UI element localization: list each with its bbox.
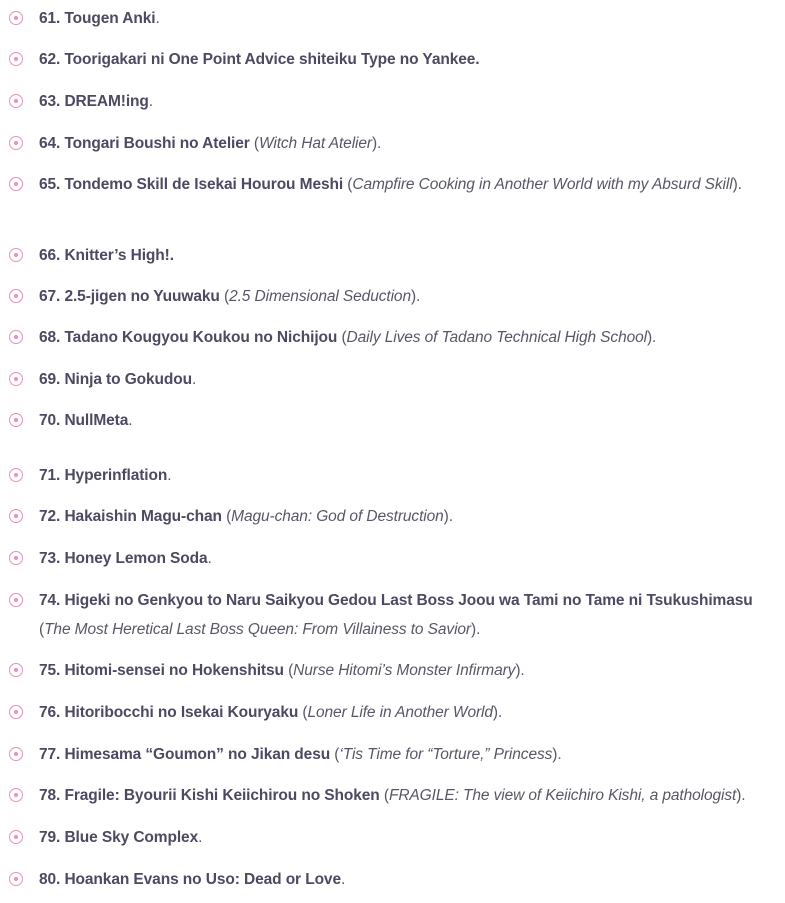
close-paren: ) [471,621,477,638]
circle-dot-icon [9,468,23,482]
open-paren: ( [337,329,347,346]
list-item [39,45,763,74]
item-title: 67. 2.5-jigen no Yuuwaku [39,288,220,305]
close-paren: ) [443,508,449,525]
item-english-title: Magu-chan: God of Destruction [231,508,444,525]
item-title: 63. DREAM!ing [39,93,149,110]
circle-dot-icon [9,136,23,150]
circle-dot-icon [9,330,23,344]
close-paren: ) [646,329,653,346]
item-end-punctuation: . [520,662,525,679]
item-end-punctuation: . [741,787,746,804]
item-title: 74. Higeki no Genkyou to Naru Saikyou Gedou Last Boss Joou wa Tami no Tame ni Tsukushimasu [39,592,753,609]
item-end-punctuation: . [192,371,197,388]
item-english-title: Daily Lives of Tadano Technical High School [346,329,647,346]
item-end-punctuation: . [737,176,742,193]
item-end-punctuation: . [167,467,172,484]
list-item [39,502,763,531]
open-paren: ( [219,288,230,305]
item-title: 71. Hyperinflation [39,467,168,484]
circle-dot-icon [9,509,23,523]
item-end-punctuation: . [448,508,453,525]
circle-dot-icon [9,551,23,565]
list-item [39,781,763,810]
open-paren: ( [221,508,232,525]
list-item [39,4,763,33]
item-title: 79. Blue Sky Complex [39,829,199,846]
item-english-title: Campfire Cooking in Another World with my Absurd Skill [352,176,733,193]
circle-dot-icon [9,593,23,607]
item-title: 64. Tongari Boushi no Atelier [39,135,250,152]
open-paren: ( [298,704,308,721]
circle-dot-icon [9,705,23,719]
item-title: 78. Fragile: Byourii Kishi Keiichirou no Shoken [39,787,380,804]
item-english-title: Nurse Hitomi’s Monster Infirmary [293,662,516,679]
list-item [39,323,763,352]
item-title: 72. Hakaishin Magu-chan [39,508,222,525]
item-title: 66. Knitter’s High!. [39,247,174,264]
circle-dot-icon [9,248,23,262]
circle-dot-icon [9,747,23,761]
open-paren: ( [343,176,353,193]
list-item [39,461,763,490]
list-item [39,586,763,644]
item-english-title: ‘Tis Time for “Torture,” Princess [339,746,553,763]
list-item [39,406,763,435]
open-paren: ( [330,746,340,763]
item-end-punctuation: . [148,93,154,110]
item-end-punctuation: . [652,329,657,346]
circle-dot-icon [9,289,23,303]
circle-dot-icon [9,413,23,427]
item-title: 68. Tadano Kougyou Koukou no Nichijou [39,329,338,346]
list-item [39,87,763,116]
circle-dot-icon [9,830,23,844]
item-title: 73. Honey Lemon Soda [39,550,208,567]
close-paren: ) [410,288,417,305]
list-item [39,740,763,769]
open-paren: ( [379,787,389,804]
circle-dot-icon [9,663,23,677]
open-paren: ( [39,621,45,638]
close-paren: ) [732,176,738,193]
close-paren: ) [371,135,378,152]
circle-dot-icon [9,94,23,108]
item-english-title: Witch Hat Atelier [258,135,372,152]
item-title: 80. Hoankan Evans no Uso: Dead or Love [39,871,341,888]
list-item [39,865,763,894]
item-end-punctuation: . [128,412,133,429]
item-end-punctuation: . [155,10,160,27]
list-item [39,544,763,573]
item-end-punctuation: . [198,829,203,846]
circle-dot-icon [9,872,23,886]
item-end-punctuation: . [497,704,503,721]
item-english-title: Loner Life in Another World [307,704,493,721]
item-english-title: The Most Heretical Last Boss Queen: From Villainess to Savior [44,621,471,638]
circle-dot-icon [9,788,23,802]
item-title: 62. Toorigakari ni One Point Advice shiteiku Type no Yankee. [39,51,480,68]
item-english-title: 2.5 Dimensional Seduction [229,288,411,305]
list-item [39,170,763,199]
list-item [39,698,763,727]
list-item [39,365,763,394]
item-title: 61. Tougen Anki [39,10,156,27]
close-paren: ) [515,662,521,679]
circle-dot-icon [9,11,23,25]
item-english-title: FRAGILE: The view of Keiichiro Kishi, a pathologist [388,787,737,804]
list-item [39,656,763,685]
item-end-punctuation: . [207,550,212,567]
item-end-punctuation: . [416,288,421,305]
open-paren: ( [249,135,259,152]
item-title: 75. Hitomi-sensei no Hokenshitsu [39,662,284,679]
item-title: 65. Tondemo Skill de Isekai Hourou Meshi [39,176,344,193]
circle-dot-icon [9,177,23,191]
list-item [39,129,763,158]
circle-dot-icon [9,372,23,386]
item-end-punctuation: . [340,871,346,888]
circle-dot-icon [9,52,23,66]
item-title: 77. Himesama “Goumon” no Jikan desu [39,746,331,763]
close-paren: ) [736,787,742,804]
item-title: 70. NullMeta [39,412,129,429]
item-title: 69. Ninja to Gokudou [39,371,193,388]
list-item [39,241,763,270]
open-paren: ( [283,662,294,679]
close-paren: ) [492,704,498,721]
item-end-punctuation: . [557,746,562,763]
close-paren: ) [552,746,558,763]
list-item [39,823,763,852]
list-item [39,282,763,311]
item-end-punctuation: . [476,621,481,638]
item-title: 76. Hitoribocchi no Isekai Kouryaku [39,704,299,721]
item-end-punctuation: . [377,135,382,152]
